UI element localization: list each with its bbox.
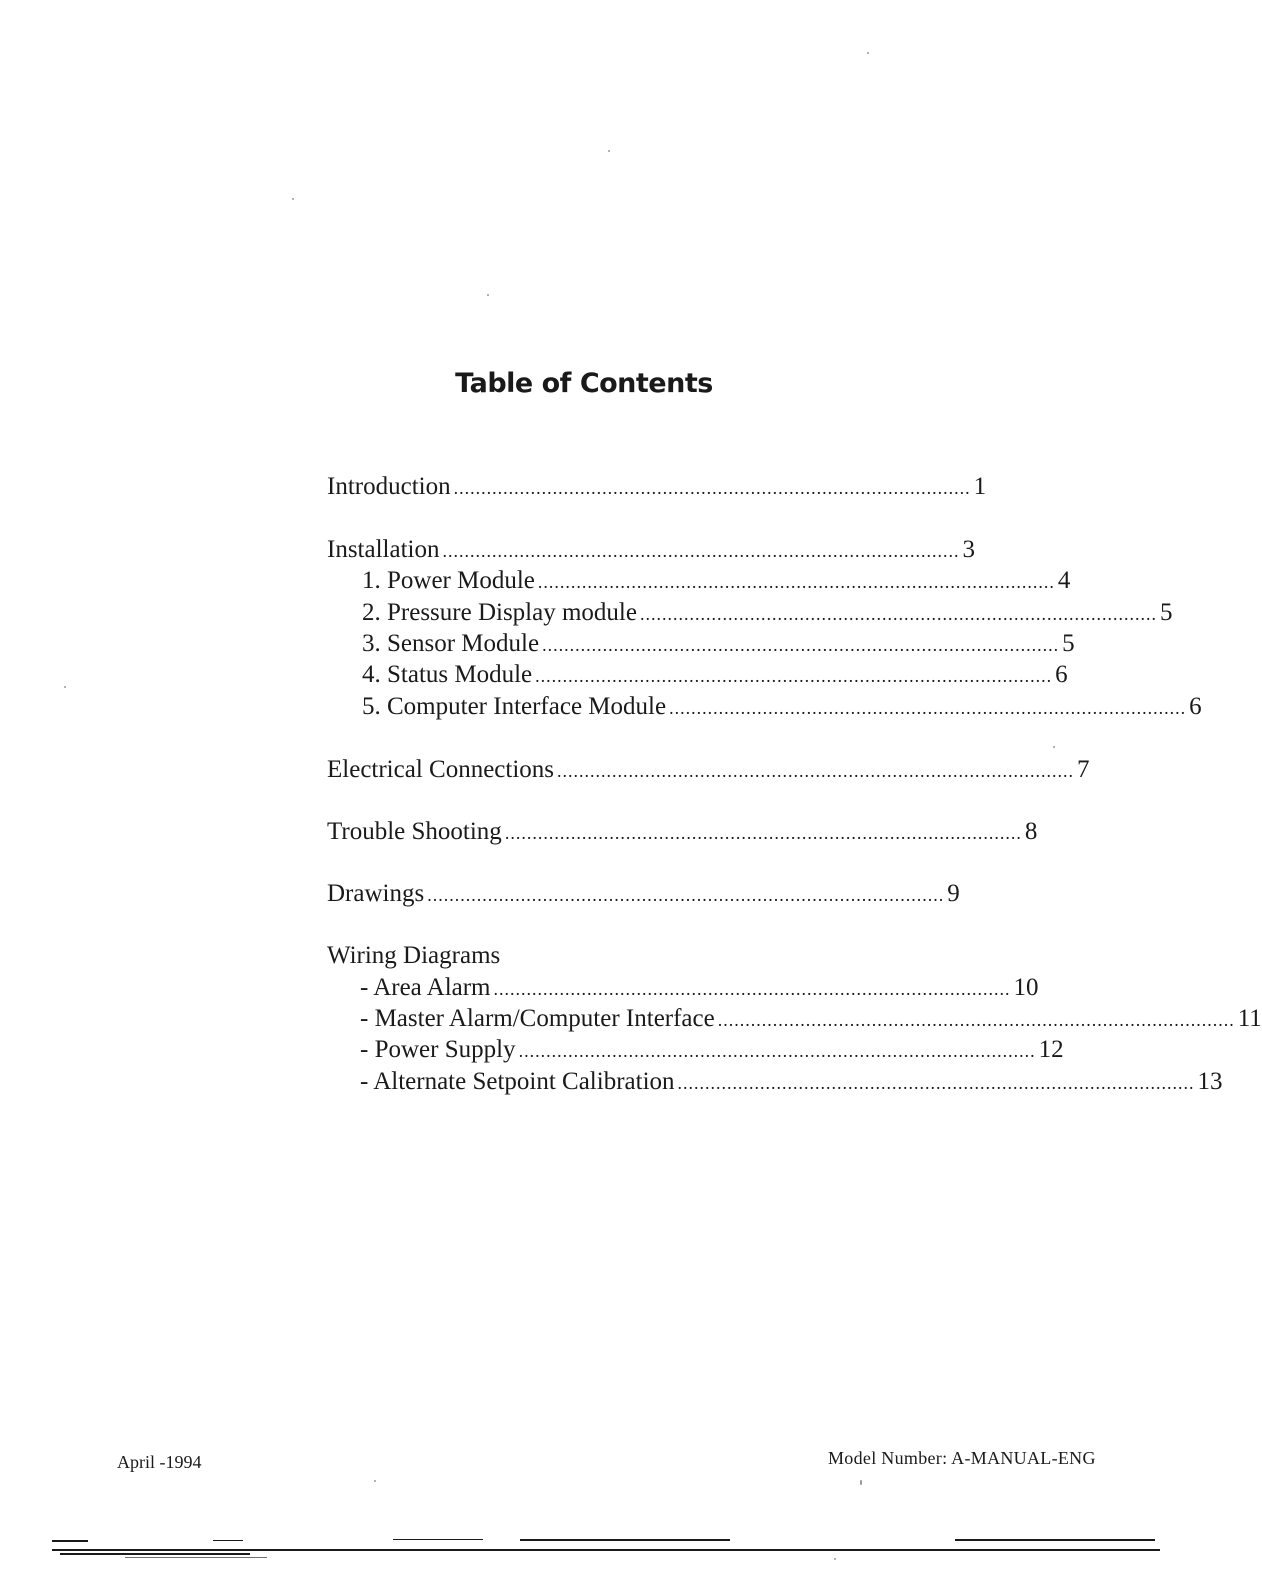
toc-subentry bbox=[362, 659, 1068, 691]
toc-entry-label: 2. Pressure Display module bbox=[362, 599, 637, 626]
toc-entry-label: - Power Supply bbox=[360, 1036, 516, 1063]
toc-entry-label: 1. Power Module bbox=[362, 567, 535, 594]
dot-leader: .............................................................................................. bbox=[504, 823, 1022, 843]
toc-entry-label: Electrical Connections bbox=[327, 756, 555, 783]
scan-speck bbox=[487, 294, 489, 296]
toc-entry-page: 5 bbox=[1159, 599, 1173, 626]
toc-entry-page: 6 bbox=[1189, 693, 1202, 720]
dot-leader: .............................................................................................. bbox=[427, 885, 945, 905]
toc-entry-label: Drawings bbox=[327, 880, 425, 907]
toc-subentry bbox=[362, 597, 1173, 629]
toc-subentry bbox=[360, 972, 1039, 1004]
toc-entry-page: 12 bbox=[1038, 1036, 1064, 1063]
toc-entry-page: 5 bbox=[1062, 630, 1075, 657]
scan-speck bbox=[867, 52, 869, 54]
dot-leader: .............................................................................................. bbox=[518, 1041, 1036, 1061]
scan-rule bbox=[52, 1549, 1160, 1551]
scan-speck bbox=[834, 1558, 836, 1560]
scan-speck bbox=[1053, 746, 1055, 748]
toc-entry-page: 11 bbox=[1237, 1005, 1262, 1032]
toc-entry-electrical-connections bbox=[327, 754, 1090, 786]
scan-speck bbox=[608, 150, 610, 152]
footer-model-number: Model Number: A-MANUAL-ENG bbox=[828, 1448, 1096, 1468]
toc-entry-label: Introduction bbox=[327, 473, 451, 500]
toc-entry-page: 6 bbox=[1055, 661, 1068, 688]
toc-entry-page: 10 bbox=[1013, 974, 1039, 1001]
toc-entry-page: 1 bbox=[973, 473, 987, 500]
toc-entry-label: Trouble Shooting bbox=[327, 818, 502, 845]
dot-leader: .............................................................................................. bbox=[535, 666, 1053, 686]
toc-entry-label: - Alternate Setpoint Calibration bbox=[360, 1068, 675, 1095]
toc-entry-label: Installation bbox=[327, 536, 440, 563]
toc-entry-page: 4 bbox=[1057, 567, 1071, 594]
toc-subentry bbox=[362, 628, 1075, 660]
toc-entry-drawings bbox=[327, 878, 960, 910]
scan-rule bbox=[125, 1557, 267, 1558]
dot-leader: .............................................................................................. bbox=[542, 635, 1060, 655]
dot-leader: .............................................................................................. bbox=[669, 698, 1187, 718]
toc-entry-label: 3. Sensor Module bbox=[362, 630, 540, 657]
dot-leader: .............................................................................................. bbox=[717, 1010, 1235, 1030]
scan-rule bbox=[52, 1540, 88, 1542]
toc-entry-page: 9 bbox=[947, 880, 960, 907]
toc-entry-trouble-shooting bbox=[327, 816, 1038, 848]
toc-subentry bbox=[360, 1034, 1064, 1066]
scan-rule bbox=[955, 1539, 1155, 1541]
toc-entry-introduction bbox=[327, 471, 987, 503]
toc-heading-wiring-diagrams: Wiring Diagrams bbox=[327, 942, 501, 969]
toc-entry-page: 13 bbox=[1197, 1068, 1223, 1095]
toc-subentry bbox=[360, 1003, 1262, 1035]
dot-leader: .............................................................................................. bbox=[453, 478, 971, 498]
dot-leader: .............................................................................................. bbox=[493, 979, 1011, 999]
toc-subentry bbox=[362, 691, 1202, 723]
toc-entry-page: 8 bbox=[1024, 818, 1038, 845]
toc-entry-installation bbox=[327, 534, 975, 566]
toc-entry-label: 5. Computer Interface Module bbox=[362, 693, 667, 720]
toc-entry-page: 7 bbox=[1077, 756, 1090, 783]
toc-entry-label: 4. Status Module bbox=[362, 661, 533, 688]
toc-subentry bbox=[362, 565, 1071, 597]
footer-date: April -1994 bbox=[117, 1452, 202, 1472]
scan-rule bbox=[520, 1539, 730, 1541]
toc-subentry bbox=[360, 1066, 1223, 1098]
dot-leader: .............................................................................................. bbox=[537, 572, 1055, 592]
toc-entry-page: 3 bbox=[962, 536, 975, 563]
dot-leader: .............................................................................................. bbox=[557, 761, 1075, 781]
dot-leader: .............................................................................................. bbox=[639, 604, 1157, 624]
scan-speck bbox=[292, 198, 294, 200]
scan-rule bbox=[213, 1540, 243, 1541]
toc-entry-label: - Area Alarm bbox=[360, 974, 491, 1001]
scan-speck bbox=[860, 1480, 862, 1485]
scan-speck bbox=[374, 1480, 376, 1482]
dot-leader: .............................................................................................. bbox=[677, 1073, 1195, 1093]
scan-speck bbox=[64, 686, 66, 688]
scan-rule bbox=[393, 1539, 483, 1540]
dot-leader: .............................................................................................. bbox=[442, 541, 960, 561]
scan-rule bbox=[60, 1553, 250, 1555]
document-title: Table of Contents bbox=[455, 368, 713, 399]
toc-entry-label: - Master Alarm/Computer Interface bbox=[360, 1005, 715, 1032]
